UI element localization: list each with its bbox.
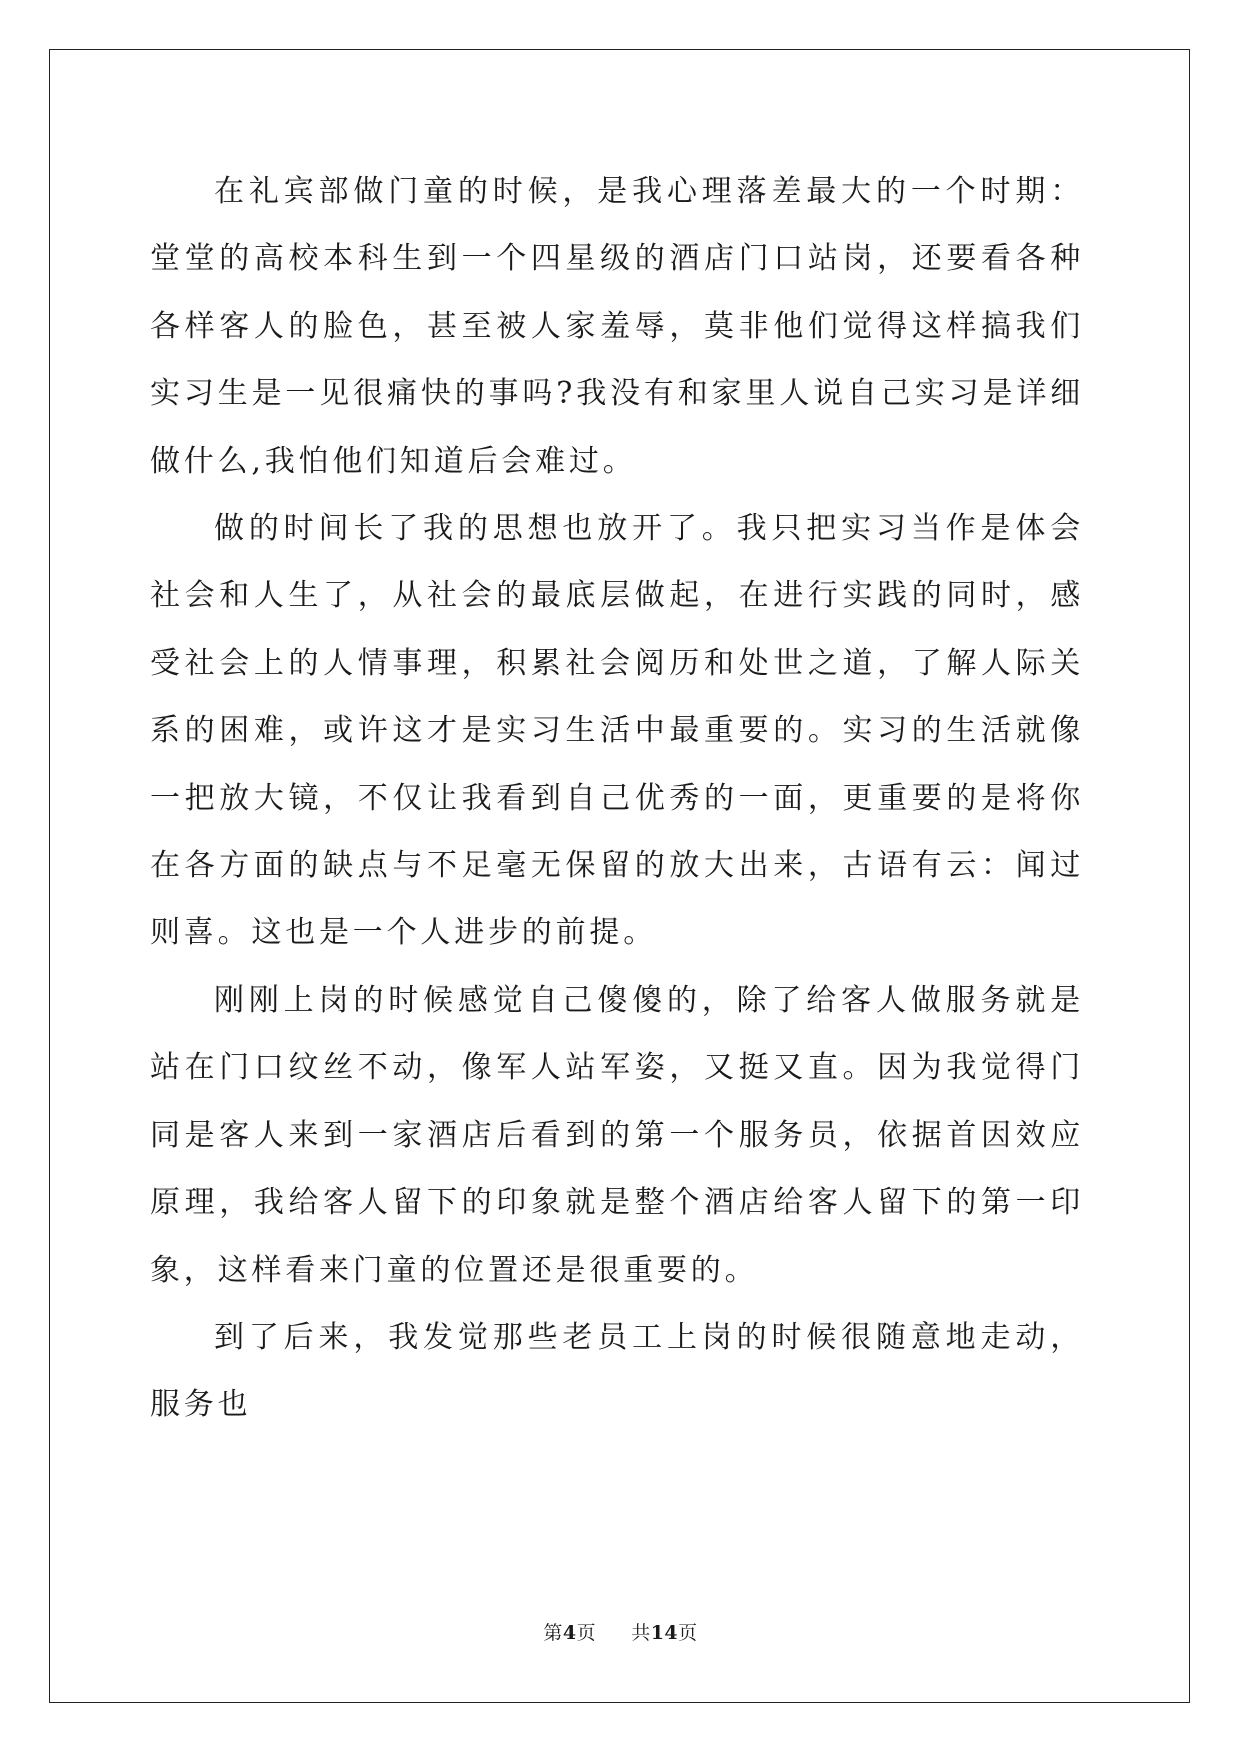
total-prefix: 共	[631, 1622, 651, 1644]
page-total-label	[631, 1622, 697, 1644]
total-unit: 页	[678, 1622, 698, 1644]
paragraph: 在礼宾部做门童的时候，是我心理落差最大的一个时期：堂堂的高校本科生到一个四星级的酒店门口站岗，还要看各种各样客人的脸色，甚至被人家羞辱，莫非他们觉得这样搞我们实习生是一见很痛快的事吗?我没有和家里人说自己实习是详细做什么,我怕他们知道后会难过。	[150, 174, 1084, 479]
page-number-label	[543, 1622, 602, 1644]
paragraph: 做的时间长了我的思想也放开了。我只把实习当作是体会社会和人生了，从社会的最底层做起，在进行实践的同时，感受社会上的人情事理，积累社会阅历和处世之道，了解人际关系的困难，或许这才是实习生活中最重要的。实习的生活就像一把放大镜，不仅让我看到自己优秀的一面，更重要的是将你在各方面的缺点与不足毫无保留的放大出来，古语有云：闻过则喜。这也是一个人进步的前提。	[150, 511, 1084, 951]
page-current: 4	[562, 1622, 577, 1644]
paragraph: 到了后来，我发觉那些老员工上岗的时候很随意地走动，服务也	[150, 1319, 1084, 1423]
page-footer	[0, 1618, 1241, 1645]
paragraph: 刚刚上岗的时候感觉自己傻傻的，除了给客人做服务就是站在门口纹丝不动，像军人站军姿，又挺又直。因为我觉得门同是客人来到一家酒店后看到的第一个服务员，依据首因效应原理，我给客人留下的印象就是整个酒店给客人留下的第一印象，这样看来门童的位置还是很重要的。	[150, 982, 1084, 1288]
page-prefix: 第	[543, 1622, 563, 1644]
document-body	[150, 158, 1084, 1439]
page-unit: 页	[576, 1622, 597, 1644]
page-total: 14	[650, 1622, 679, 1644]
